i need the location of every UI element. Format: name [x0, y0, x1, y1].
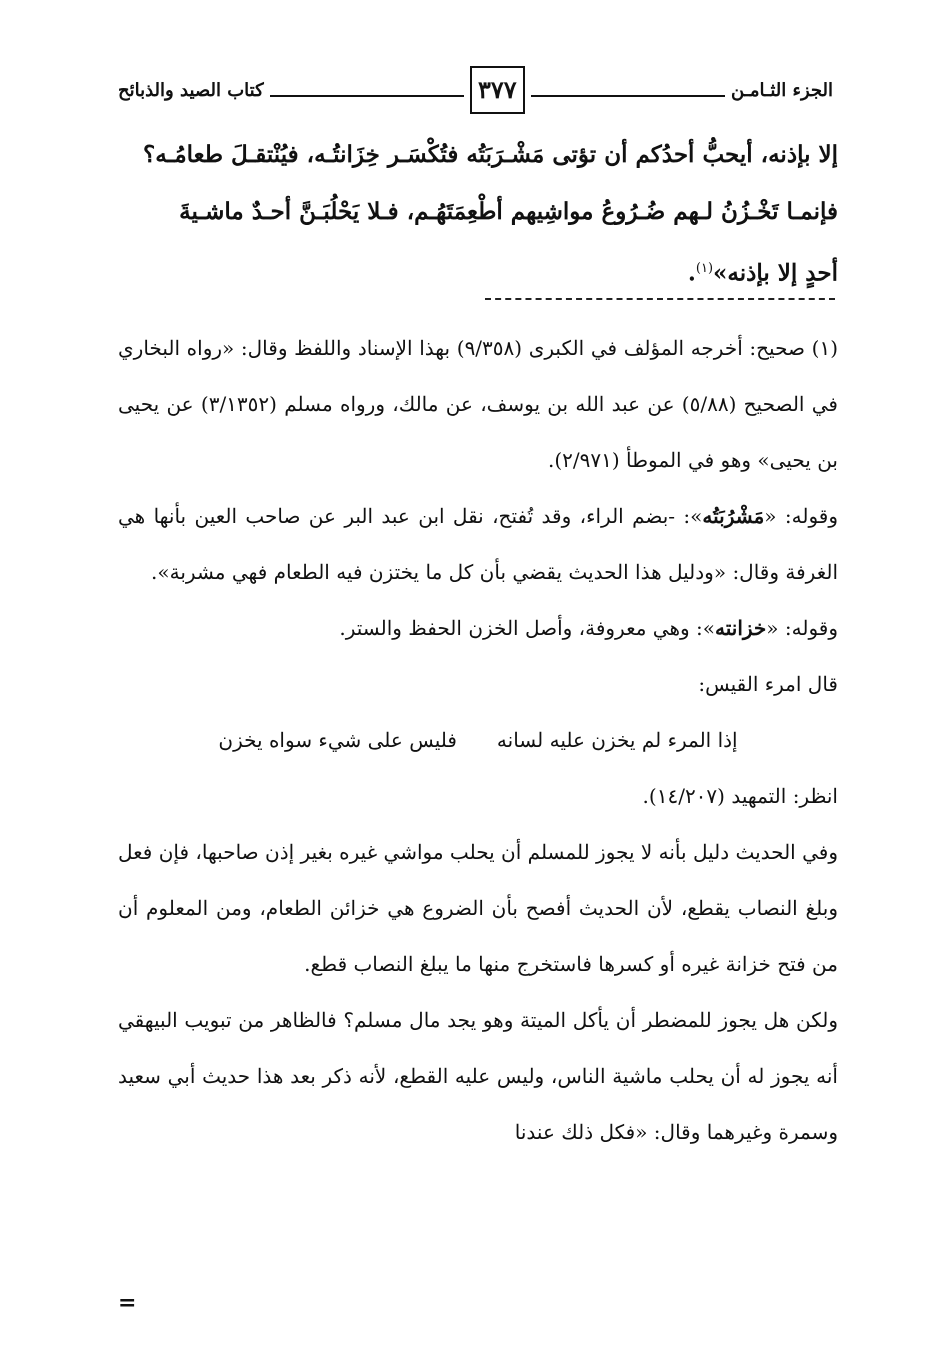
hadith-line: إلا بإذنه، أيحبُّ أحدُكم أن تؤتى مَشْـرَبَتُه فتُكْسَـر خِزَانتُـه، فيُنْتقـلَ طعامُـه؟: [143, 141, 838, 168]
footnote-term: مَشْرُبَتُه: [702, 504, 765, 528]
hadith-line: فإنمـا تَخْـزُنُ لـهم ضُـرُوعُ مواشِيهم أطْعِمَتَهُـم، فـلا يَحْلُبَـنَّ أحـدٌ ماشـيةَ: [179, 198, 838, 225]
footnote-paragraph: وفي الحديث دليل بأنه لا يجوز للمسلم أن يحلب مواشي غيره بغير إذن صاحبها، فإن فعل وبلغ النصاب يقطع، لأن الحديث أفصح بأن الضروع هي خزائن الطعام، ومن المعلوم أن من فتح خزانة غيره أو كسرها فاستخرج منها ما يبلغ النصاب قطع.: [118, 840, 838, 976]
footnote-text: »: وهي معروفة، وأصل الخزن الحفظ والستر.: [339, 616, 716, 640]
footnote-paragraph: انظر: التمهيد (١٤/٢٠٧).: [642, 784, 838, 808]
verse-hemistich-second: فليس على شيء سواه يخزن: [218, 728, 457, 752]
footnote-paragraph: قال امرء القيس:: [698, 672, 838, 696]
hadith-end: .: [687, 259, 696, 287]
footnote-text: وقوله: «: [764, 504, 838, 528]
page-header: [118, 62, 833, 118]
hadith-line-text: أحدٍ إلا بإذنه»: [713, 259, 838, 287]
hadith-line: [128, 240, 838, 302]
footnote-text: »: -بضم الراء، وقد تُفتح، نقل ابن عبد البر عن صاحب العين بأنها هي الغرفة وقال: «ودليل هذا الحديث يقضي بأن كل ما يختزن فيه الطعام فهي مشربة».: [118, 504, 838, 584]
poetry-verse: [118, 712, 838, 768]
continuation-mark: =: [118, 1290, 137, 1316]
footnote-paragraph: [118, 488, 838, 600]
page-number: ٣٧٧: [470, 66, 525, 114]
footnote-paragraph: ولكن هل يجوز للمضطر أن يأكل الميتة وهو يجد مال مسلم؟ فالظاهر من تبويب البيهقي أنه يجوز له أن يحلب ماشية الناس، وليس عليه القطع، لأنه ذكر بعد هذا حديث أبي سعيد وسمرة وغيرهما وقال: «فكل ذلك عندنا: [118, 1008, 838, 1144]
footnote-paragraph: (١) صحيح: أخرجه المؤلف في الكبرى (٩/٣٥٨) بهذا الإسناد واللفظ وقال: «رواه البخاري في الصحيح (٥/٨٨) عن عبد الله بن يوسف، عن مالك، ورواه مسلم (٣/١٣٥٢) عن يحيى بن يحيى» وهو في الموطأ (٢/٩٧١).: [118, 336, 839, 472]
volume-title: الجزء الثـامـن: [730, 79, 833, 101]
verse-hemistich-first: إذا المرء لم يخزن عليه لسانه: [496, 728, 738, 752]
header-rule-left: [270, 95, 464, 97]
footnote-text: وقوله: «: [766, 616, 838, 640]
hadith-text: [128, 126, 838, 302]
footnote-divider: [485, 298, 835, 300]
header-rule-right: [531, 95, 725, 97]
footnote-term: خزانته: [715, 616, 767, 640]
footnotes: [118, 320, 838, 1160]
book-title: كتاب الصيد والذبائح: [117, 79, 264, 101]
footnote-reference: (١): [695, 261, 714, 276]
footnote-paragraph: [118, 600, 838, 656]
